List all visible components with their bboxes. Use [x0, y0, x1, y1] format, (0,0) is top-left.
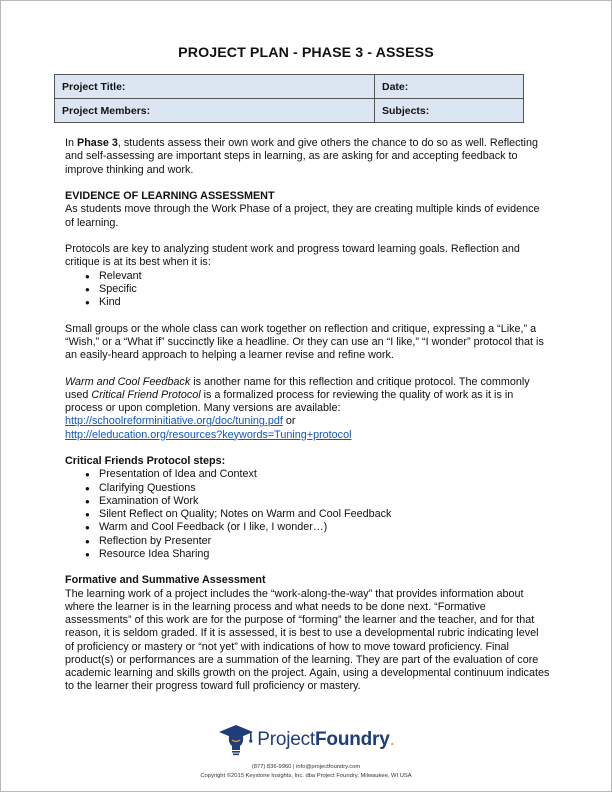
list-item: ● Clarifying Questions [65, 482, 550, 495]
links-line-1 [65, 415, 550, 428]
small-groups-paragraph: Small groups or the whole class can work together on reflection and critique, expressing a “Like,” a “Wish,” or a “What if” succinctly like a headline. Or they can use an “I like,” “I wonder” protocol that is an easily-heard approach to helping a learner revise and refine work. [65, 322, 544, 361]
warm-cool-term: Warm and Cool Feedback [65, 375, 191, 388]
project-members-cell[interactable]: Project Members: [55, 99, 375, 123]
list-item: ● Kind [65, 296, 550, 309]
warm-cool-text-2: is a formalized process for reviewing the quality of work as it is in process or upon completion. Many versions are available: [65, 388, 514, 414]
project-foundry-logo [217, 723, 394, 757]
project-title-cell[interactable]: Project Title: [55, 75, 375, 99]
or-text: or [282, 415, 296, 428]
project-info-table [54, 74, 524, 123]
warm-cool-text-1: is another name for this reflection and critique protocol. The commonly used [65, 375, 530, 401]
subjects-cell[interactable]: Subjects: [375, 99, 524, 123]
document-body [65, 137, 550, 694]
critical-friends-steps-list [65, 468, 550, 561]
critical-friend-term: Critical Friend Protocol [91, 388, 201, 401]
intro-prefix: In [65, 137, 78, 149]
list-item: ● Silent Reflect on Quality; Notes on Warm and Cool Feedback [65, 508, 550, 521]
tuning-pdf-link[interactable]: http://schoolreforminitiative.org/doc/tuning.pdf [65, 415, 283, 428]
list-item: ● Examination of Work [65, 495, 550, 508]
logo-wordmark [257, 729, 394, 751]
logo-word-project: Project [257, 729, 316, 750]
critical-friends-heading: Critical Friends Protocol steps: [65, 455, 226, 467]
links-line-2 [65, 429, 550, 442]
list-item: ● Specific [65, 283, 550, 296]
list-item: ● Warm and Cool Feedback (or I like, I wonder…) [65, 521, 550, 534]
logo-dot: . [389, 729, 395, 750]
intro-rest: , students assess their own work and give others the chance to do so as well. Reflecting and self-assessing are important steps in learning, as are asking for and accepting feedback to improve thinking and work. [65, 137, 538, 176]
evidence-heading: EVIDENCE OF LEARNING ASSESSMENT [65, 190, 275, 202]
footer [1, 723, 611, 780]
formative-paragraph: The learning work of a project includes the “work-along-the-way” that provides information about where the learner is in the learning process and what needs to be done next. “Formative assessments” of this work are for the purpose of “forming” the learner and the teacher, and for that reason, it is seldom graded. If it is assessed, it is best to use a developmental rubric indicating level of proficiency or mastery or “not yet” with indications of how to move toward proficiency. Final product(s) or performances are a summation of the learning. They are part of the evaluation of core academic learning and skills growth on the project. Again, using a developmental continuum indicates to the learner their progress toward full proficiency or mastery. [65, 587, 550, 693]
list-item: ● Presentation of Idea and Context [65, 468, 550, 481]
intro-paragraph [65, 137, 550, 177]
contact-line: (877) 836-9960 | info@projectfoundry.com [251, 764, 361, 770]
warm-cool-paragraph [65, 376, 550, 416]
graduation-lightbulb-icon [217, 723, 255, 757]
formative-heading: Formative and Summative Assessment [65, 574, 266, 587]
evidence-paragraph: As students move through the Work Phase of a project, they are creating multiple kinds of evidence of learning. [65, 203, 540, 229]
date-cell[interactable]: Date: [375, 75, 524, 99]
protocol-qualities-list [65, 270, 550, 310]
list-item: ● Reflection by Presenter [65, 535, 550, 548]
list-item: ● Relevant [65, 270, 550, 283]
protocols-paragraph: Protocols are key to analyzing student work and progress toward learning goals. Reflection and critique is at its best when it is: [65, 243, 520, 269]
tuning-protocol-link[interactable]: http://eleducation.org/resources?keywords=Tuning+protocol [65, 428, 352, 441]
page-title: PROJECT PLAN - PHASE 3 - ASSESS [178, 45, 434, 61]
intro-phase: Phase 3 [77, 137, 118, 149]
list-item: ● Resource Idea Sharing [65, 548, 550, 561]
logo-word-foundry: Foundry [315, 729, 390, 750]
copyright-line: Copyright ©2015 Keystone Insights, Inc. dba Project Foundry, Milwaukee, WI USA [200, 773, 412, 779]
